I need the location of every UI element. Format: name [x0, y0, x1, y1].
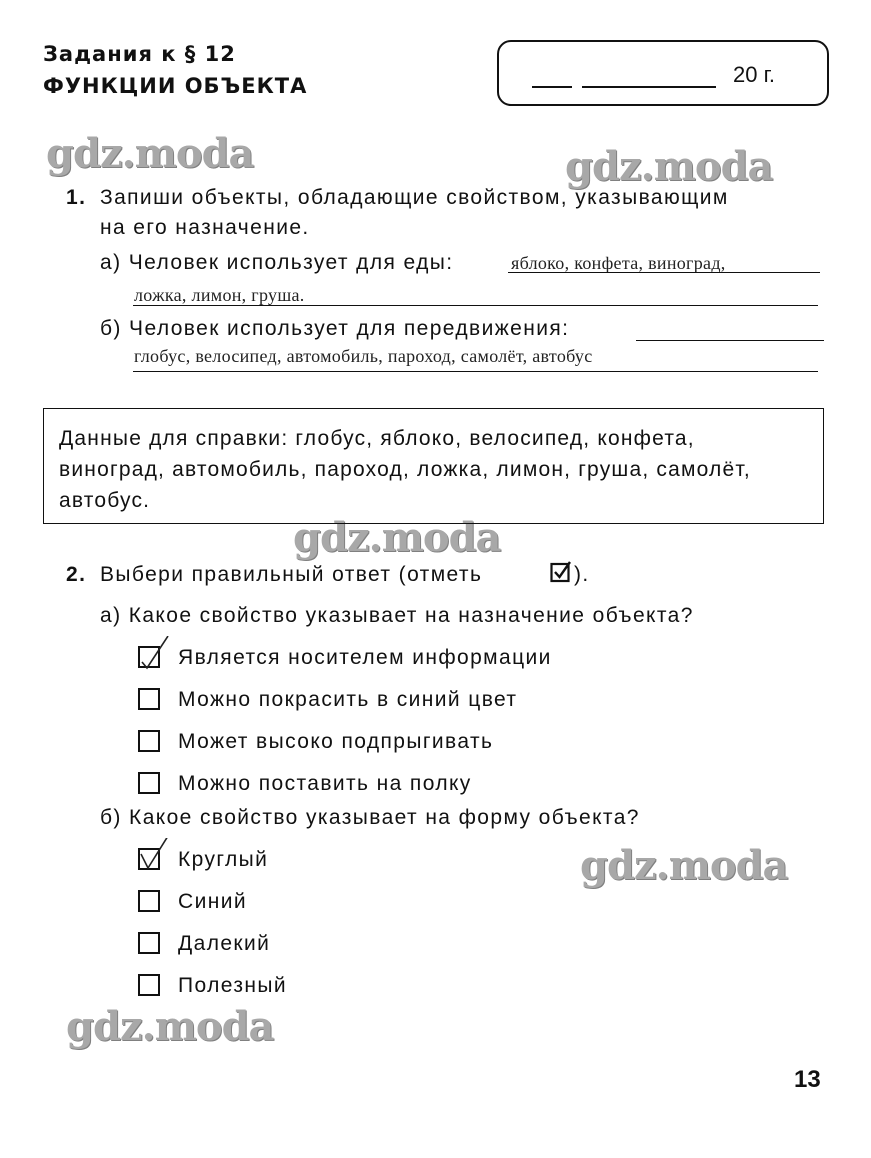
answer-line: [508, 272, 820, 273]
date-day-line: [532, 86, 572, 88]
answer-line: [636, 340, 824, 341]
option-label: Далекий: [178, 932, 271, 955]
option-label: Можно покрасить в синий цвет: [178, 688, 518, 711]
task1b-answer-line1: глобус, велосипед, автомобиль, пароход, самолёт, автобус: [134, 346, 593, 366]
answer-line: [133, 371, 818, 372]
task1b-prompt: б) Человек использует для передвижения:: [100, 317, 570, 340]
task1a-answer-line1: яблоко, конфета, виноград,: [511, 253, 726, 273]
date-month-line: [582, 86, 716, 88]
checkbox-option[interactable]: [138, 772, 160, 794]
section-subtitle: ФУНКЦИИ ОБЪЕКТА: [43, 74, 308, 98]
answer-line: [133, 305, 818, 306]
reference-line1: Данные для справки: глобус, яблоко, велосипед, конфета,: [59, 427, 695, 450]
task1-text-line2: на его назначение.: [100, 216, 310, 239]
task2-text-end: ).: [574, 563, 590, 586]
handwritten-check-icon: [138, 838, 172, 872]
checkbox-option-checked[interactable]: [138, 848, 160, 870]
checkbox-option[interactable]: [138, 688, 160, 710]
task1a-answer-line2: ложка, лимон, груша.: [134, 285, 305, 305]
option-label: Полезный: [178, 974, 288, 997]
checkbox-option[interactable]: [138, 730, 160, 752]
date-box: [497, 40, 829, 106]
option-label: Синий: [178, 890, 247, 913]
date-year: 20 г.: [733, 62, 776, 87]
watermark: gdz.moda: [565, 143, 773, 190]
reference-line2: виноград, автомобиль, пароход, ложка, лимон, груша, самолёт,: [59, 458, 751, 481]
task2-number: 2.: [66, 563, 87, 586]
task2b-question: б) Какое свойство указывает на форму объекта?: [100, 806, 640, 829]
page-number: 13: [794, 1066, 821, 1093]
option-label: Круглый: [178, 848, 269, 871]
checkbox-option[interactable]: [138, 890, 160, 912]
task1-text-line1: Запиши объекты, обладающие свойством, указывающим: [100, 186, 729, 209]
handwritten-check-icon: [138, 636, 172, 670]
watermark: gdz.moda: [293, 514, 501, 561]
option-label: Может высоко подпрыгивать: [178, 730, 494, 753]
task2-text: Выбери правильный ответ (отметь: [100, 563, 483, 586]
checkbox-option[interactable]: [138, 932, 160, 954]
watermark: gdz.moda: [46, 130, 254, 177]
task1a-prompt: а) Человек использует для еды:: [100, 251, 454, 274]
checkbox-option[interactable]: [138, 974, 160, 996]
option-label: Можно поставить на полку: [178, 772, 472, 795]
option-label: Является носителем информации: [178, 646, 552, 669]
section-title: Задания к § 12: [43, 42, 236, 66]
reference-line3: автобус.: [59, 489, 151, 512]
watermark: gdz.moda: [580, 842, 788, 889]
checkbox-option-checked[interactable]: [138, 646, 160, 668]
task2a-question: а) Какое свойство указывает на назначение объекта?: [100, 604, 694, 627]
checkmark-example-icon: [551, 562, 571, 582]
watermark: gdz.moda: [66, 1003, 274, 1050]
task1-number: 1.: [66, 186, 87, 209]
